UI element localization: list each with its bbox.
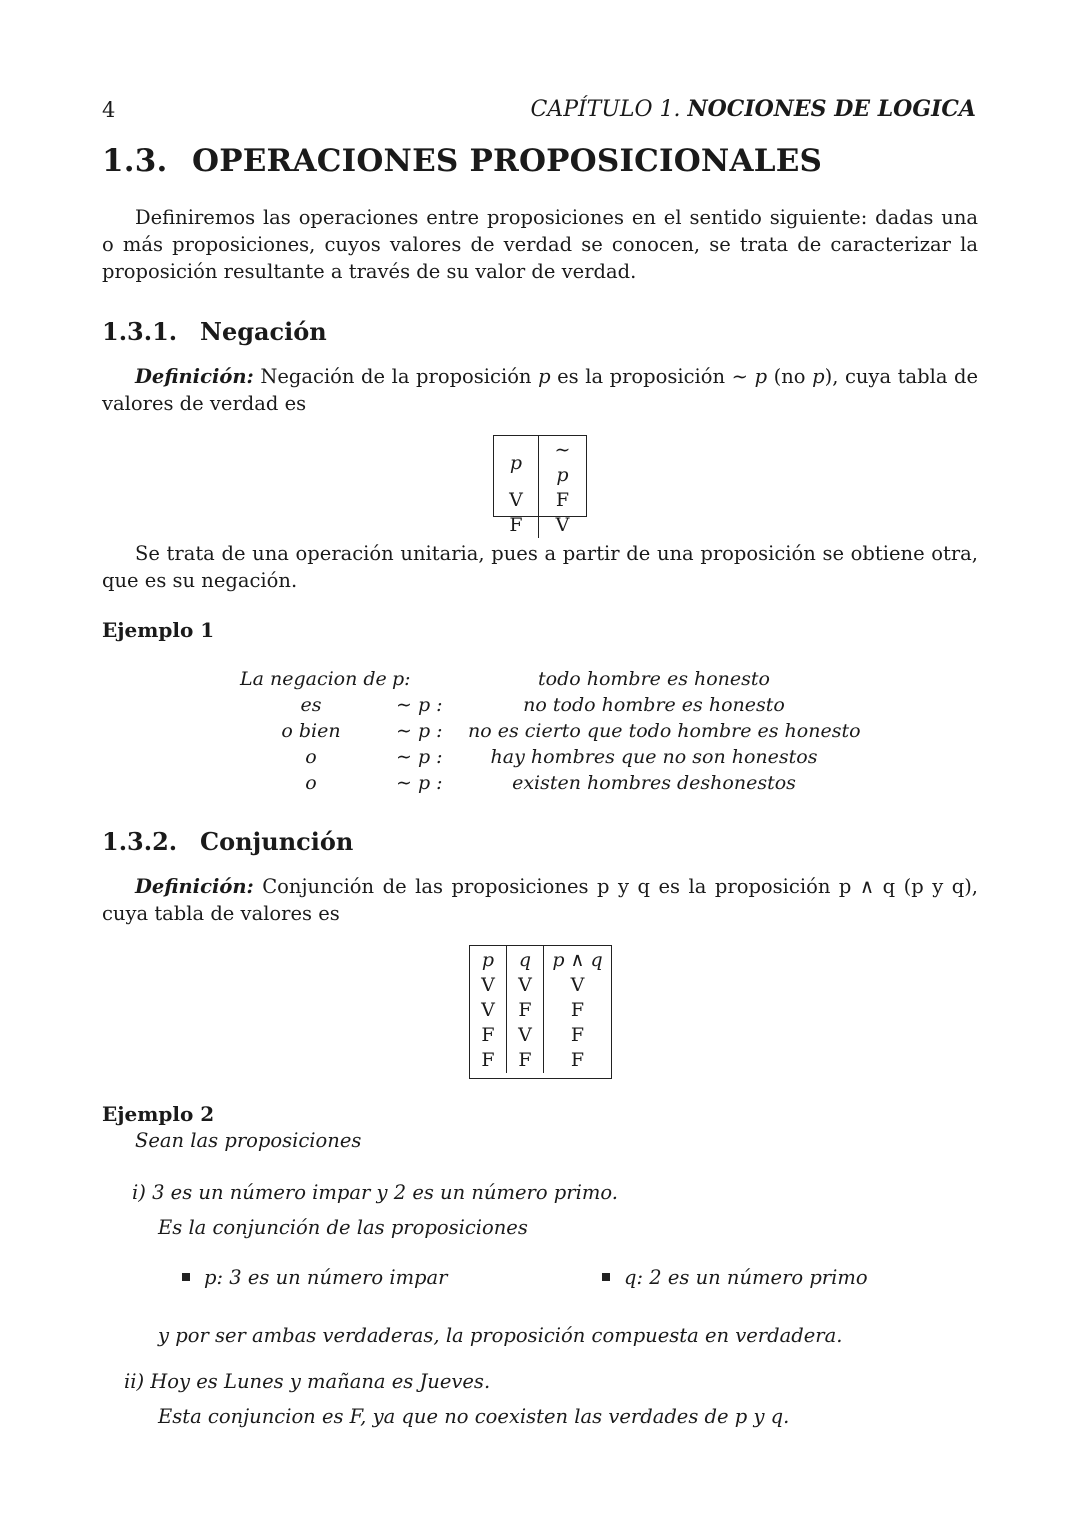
definition-text: (no <box>773 365 806 388</box>
page-number: 4 <box>102 98 116 122</box>
example-2-item-i-sub: Es la conjunción de las proposiciones <box>158 1216 528 1239</box>
example-lead: La negacion de <box>240 668 387 690</box>
item-text: 3 es un número impar y 2 es un número primo. <box>152 1181 618 1204</box>
table-cell: F <box>544 998 612 1023</box>
truth-table-negacion <box>493 435 587 536</box>
example-text: existen hombres deshonestos <box>512 772 796 794</box>
chapter-prefix: CAPÍTULO 1. <box>530 97 681 122</box>
truth-table-conjuncion <box>469 945 612 1079</box>
table-cell: F <box>507 998 544 1023</box>
table-cell: V <box>544 973 612 998</box>
math-not-p: ∼ p <box>731 365 768 388</box>
bullet-text: p: 3 es un número impar <box>204 1266 448 1289</box>
table-cell: V <box>507 1023 544 1048</box>
example-text: todo hombre es honesto <box>538 668 770 690</box>
bullet-icon <box>602 1273 610 1281</box>
example-text: no es cierto que todo hombre es honesto <box>468 720 861 742</box>
definition-text: Negación de la proposición <box>260 365 532 388</box>
table-cell: V <box>481 999 495 1021</box>
table-header: q <box>507 946 544 973</box>
example-symbol: ∼ p : <box>396 772 443 794</box>
example-2-item-i <box>132 1181 618 1204</box>
example-symbol: ∼ p : <box>396 746 443 768</box>
example-1-label: Ejemplo 1 <box>102 618 215 642</box>
bullet-icon <box>182 1273 190 1281</box>
table-header: ∼ p <box>539 436 587 488</box>
example-symbol: p: <box>392 668 411 690</box>
table-cell: F <box>539 488 587 513</box>
math-p: p <box>538 365 551 388</box>
chapter-title: NOCIONES DE LOGICA <box>687 96 976 122</box>
example-2-intro: Sean las proposiciones <box>135 1129 362 1152</box>
section-intro: Definiremos las operaciones entre proposiciones en el sentido siguiente: dadas una o más proposiciones, cuyos valores de verdad se conocen, se trata de caracterizar la proposición resultante a través de su valor de verdad. <box>102 206 978 283</box>
example-text: hay hombres que no son honestos <box>490 746 818 768</box>
definition-text: ), cuya tabla de valores de verdad es <box>102 365 979 415</box>
table-cell: V <box>507 973 544 998</box>
item-label: i) <box>132 1181 146 1204</box>
example-2-item-i-conclusion: y por ser ambas verdaderas, la proposición compuesta en verdadera. <box>158 1324 843 1347</box>
example-2-item-ii <box>124 1370 490 1393</box>
table-cell: F <box>544 1048 612 1073</box>
bullet-text: q: 2 es un número primo <box>624 1266 868 1289</box>
table-header: p <box>509 451 523 474</box>
table-cell: F <box>481 1049 495 1071</box>
example-text: no todo hombre es honesto <box>523 694 785 716</box>
table-cell: V <box>481 974 495 996</box>
section-heading <box>102 143 822 179</box>
table-cell: F <box>481 1024 495 1046</box>
definition-conjuncion <box>102 873 978 927</box>
subsection-title: Negación <box>200 317 327 346</box>
example-symbol: ∼ p : <box>396 720 443 742</box>
example-lead: es <box>300 694 322 716</box>
definition-label: Definición: <box>135 875 254 898</box>
table-cell: V <box>539 513 587 538</box>
item-text: Hoy es Lunes y mañana es Jueves. <box>150 1370 491 1393</box>
item-label: ii) <box>124 1370 145 1393</box>
section-title: OPERACIONES PROPOSICIONALES <box>192 143 823 179</box>
subsection-number: 1.3.2. <box>102 827 178 856</box>
bullet-item-q <box>602 1266 868 1289</box>
definition-label: Definición: <box>135 365 254 388</box>
math-p: p <box>812 365 825 388</box>
table-cell: F <box>507 1048 544 1073</box>
subsection-heading-negacion <box>102 317 327 346</box>
subsection-title: Conjunción <box>200 827 354 856</box>
table-cell: F <box>509 514 523 536</box>
definition-text: es la proposición <box>557 365 726 388</box>
definition-negacion <box>102 363 978 417</box>
example-lead: o <box>305 772 317 794</box>
table-cell: V <box>509 489 523 511</box>
example-lead: o <box>305 746 317 768</box>
table-cell: F <box>544 1023 612 1048</box>
negacion-explanation: Se trata de una operación unitaria, pues a partir de una proposición se obtiene otra, que es su negación. <box>102 542 978 592</box>
table-header: p ∧ q <box>544 946 612 973</box>
section-number: 1.3. <box>102 143 168 179</box>
example-lead: o bien <box>281 720 341 742</box>
example-symbol: ∼ p : <box>396 694 443 716</box>
table-header: p <box>481 949 495 971</box>
definition-text: Conjunción de las proposiciones p y q es la proposición p ∧ q (p y q), cuya tabla de valores es <box>102 875 979 925</box>
example-2-label: Ejemplo 2 <box>102 1102 215 1126</box>
subsection-heading-conjuncion <box>102 827 353 856</box>
running-header <box>530 96 976 122</box>
subsection-number: 1.3.1. <box>102 317 178 346</box>
example-2-item-ii-sub: Esta conjuncion es F, ya que no coexisten las verdades de p y q. <box>158 1405 790 1428</box>
bullet-item-p <box>182 1266 447 1289</box>
